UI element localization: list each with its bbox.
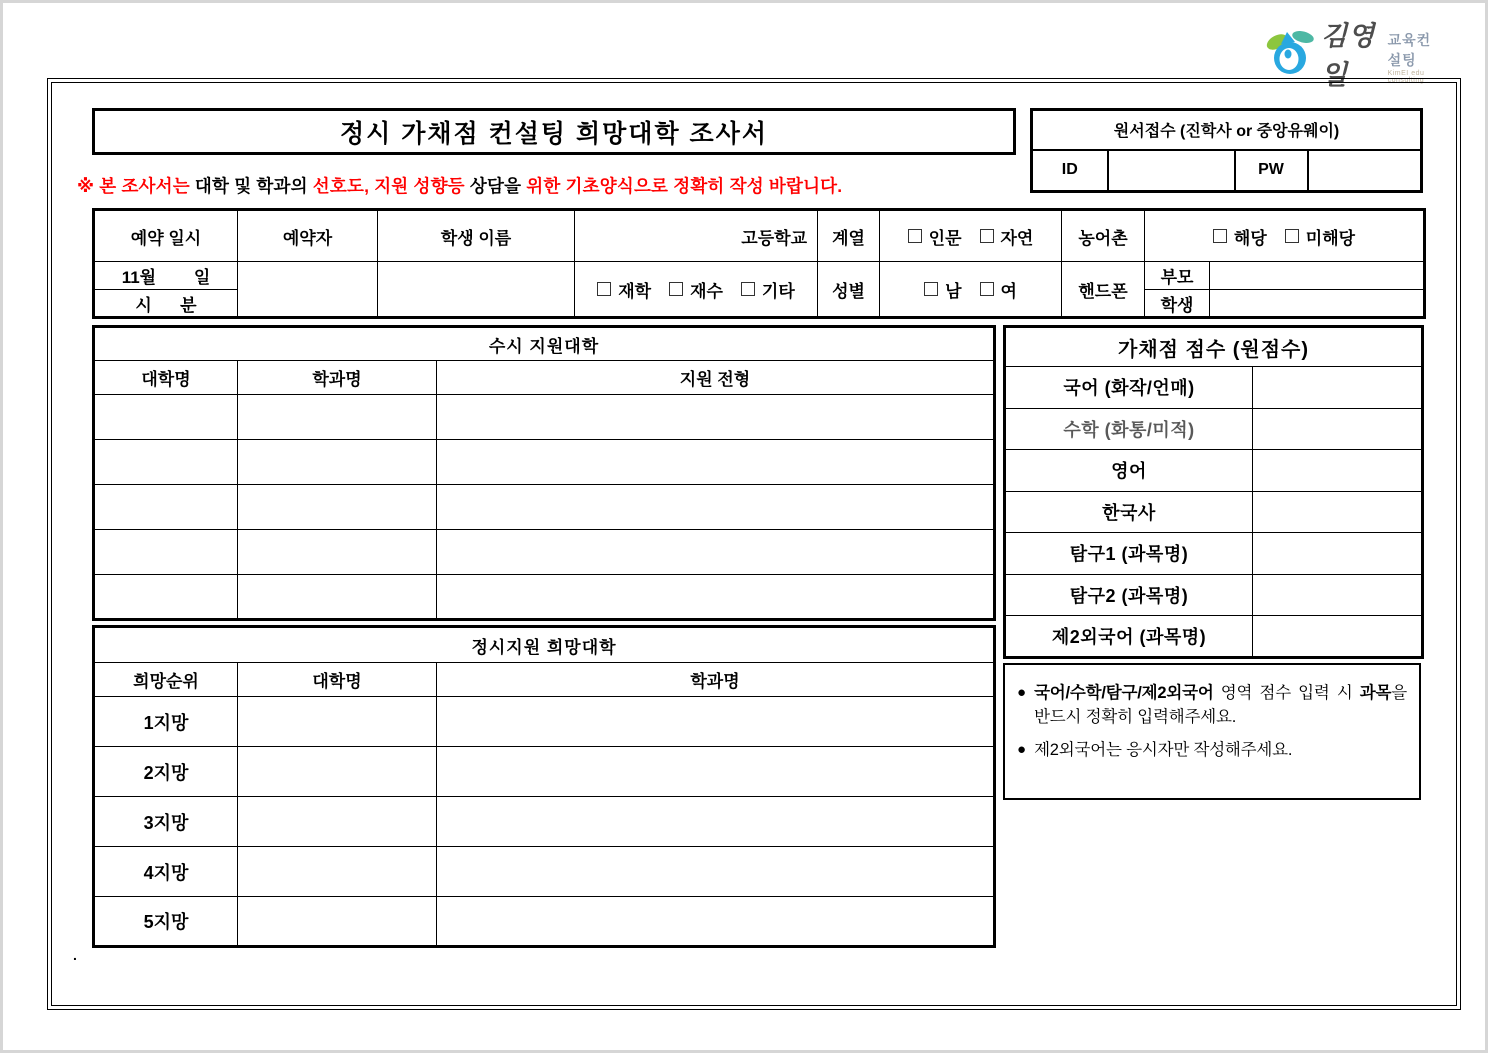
checkbox[interactable] (597, 282, 611, 296)
jeongsi-row (94, 897, 995, 947)
note-2-text: 제2외국어는 응시자만 작성해주세요. (1034, 741, 1293, 759)
score-row (1005, 533, 1423, 575)
susi-row (94, 440, 995, 485)
susi-track-cell[interactable] (437, 440, 995, 485)
application-box-header: 원서접수 (진학사 or 중앙유웨이) (1032, 110, 1422, 150)
gender-options (880, 262, 1062, 318)
pw-field[interactable] (1308, 150, 1422, 192)
rural-label: 농어촌 (1062, 210, 1145, 262)
jeongsi-column-header: 학과명 (437, 663, 995, 697)
jeongsi-table (92, 625, 996, 948)
score-value-cell[interactable] (1253, 533, 1423, 575)
checkbox-label: 여 (1000, 281, 1017, 301)
checkbox-label: 재수 (690, 281, 723, 301)
brand-bird-icon (1265, 28, 1317, 78)
checkbox[interactable] (924, 282, 938, 296)
jeongsi-university-cell[interactable] (238, 697, 437, 747)
checkbox-label: 자연 (1000, 228, 1034, 248)
student-name-field[interactable] (378, 262, 575, 318)
brand-subtext: KimEI edu consulting (1387, 70, 1425, 84)
jeongsi-rank-label: 1지망 (94, 697, 238, 747)
susi-university-cell[interactable] (94, 485, 238, 530)
checkbox-option (1285, 224, 1355, 249)
checkbox-label: 해당 (1233, 228, 1267, 248)
brand-name: 김영일 (1321, 21, 1376, 90)
checkbox-option (1213, 224, 1267, 249)
susi-table-title: 수시 지원대학 (94, 327, 995, 361)
checkbox-option (597, 277, 651, 302)
bullet-icon: ● (1017, 684, 1027, 701)
checkbox-option (908, 224, 962, 249)
susi-row (94, 485, 995, 530)
score-subject-label: 국어 (화작/언매) (1005, 367, 1253, 409)
susi-track-cell[interactable] (437, 530, 995, 575)
checkbox-label: 인문 (928, 228, 962, 248)
susi-row (94, 530, 995, 575)
checkbox[interactable] (1285, 229, 1299, 243)
bullet-icon: ● (1017, 741, 1027, 758)
checkbox-option (669, 277, 723, 302)
id-label: ID (1032, 150, 1108, 192)
pw-label: PW (1235, 150, 1308, 192)
reserve-month-day-field[interactable]: 11월 일 (94, 262, 238, 290)
checkbox[interactable] (669, 282, 683, 296)
gender-label: 성별 (818, 262, 880, 318)
reserver-field[interactable] (238, 262, 378, 318)
track-label: 계열 (818, 210, 880, 262)
phone-student-field[interactable] (1210, 290, 1425, 318)
checkbox-option (980, 224, 1034, 249)
jeongsi-major-cell[interactable] (437, 797, 995, 847)
jeongsi-major-cell[interactable] (437, 847, 995, 897)
note-item-2 (1017, 738, 1407, 762)
jeongsi-rank-label: 4지망 (94, 847, 238, 897)
susi-major-cell[interactable] (238, 395, 437, 440)
score-value-cell[interactable] (1253, 574, 1423, 616)
phone-parent-field[interactable] (1210, 262, 1425, 290)
jeongsi-row (94, 747, 995, 797)
susi-track-cell[interactable] (437, 485, 995, 530)
susi-row (94, 575, 995, 620)
susi-major-cell[interactable] (238, 575, 437, 620)
score-value-cell[interactable] (1253, 491, 1423, 533)
susi-body (94, 395, 995, 620)
checkbox-label: 기타 (761, 281, 795, 301)
notice-black-1: 대학 및 학과의 (189, 176, 313, 196)
page-title: 정시 가채점 컨설팅 희망대학 조사서 (339, 119, 769, 148)
score-value-cell[interactable] (1253, 367, 1423, 409)
student-name-label: 학생 이름 (378, 210, 575, 262)
score-row (1005, 450, 1423, 492)
susi-table (92, 325, 996, 621)
jeongsi-rank-label: 2지망 (94, 747, 238, 797)
jeongsi-table-title: 정시지원 희망대학 (94, 627, 995, 663)
susi-header-row (94, 361, 995, 395)
score-row (1005, 491, 1423, 533)
score-body (1005, 367, 1423, 658)
checkbox[interactable] (1213, 229, 1227, 243)
score-row (1005, 367, 1423, 409)
notice-red-2: 선호도, 지원 성향등 (312, 176, 465, 196)
jeongsi-major-cell[interactable] (437, 747, 995, 797)
susi-major-cell[interactable] (238, 485, 437, 530)
checkbox[interactable] (741, 282, 755, 296)
jeongsi-column-header: 대학명 (238, 663, 437, 697)
phone-label: 핸드폰 (1062, 262, 1145, 318)
score-row (1005, 616, 1423, 658)
highschool-label: 고등학교 (575, 210, 818, 262)
susi-column-header: 지원 전형 (437, 361, 995, 395)
checkbox[interactable] (980, 229, 994, 243)
notice-line (77, 173, 1037, 198)
score-subject-label: 탐구1 (과목명) (1005, 533, 1253, 575)
score-table (1003, 325, 1424, 659)
status-options (575, 262, 818, 318)
susi-university-cell[interactable] (94, 530, 238, 575)
jeongsi-column-header: 희망순위 (94, 663, 238, 697)
jeongsi-row (94, 797, 995, 847)
jeongsi-header-row (94, 663, 995, 697)
jeongsi-university-cell[interactable] (238, 847, 437, 897)
jeongsi-major-cell[interactable] (437, 897, 995, 947)
note-item-1 (1017, 681, 1407, 729)
brand-logo (1265, 21, 1445, 90)
note-1-text: 국어/수학/탐구/제2외국어 영역 점수 입력 시 과목을 반드시 정확히 입력해주세요. (1034, 684, 1407, 726)
application-box (1030, 108, 1420, 193)
notice-red-1: ※ 본 조사서는 (77, 176, 190, 196)
checkbox[interactable] (908, 229, 922, 243)
score-table-title: 가채점 점수 (원점수) (1005, 327, 1423, 367)
susi-university-cell[interactable] (94, 575, 238, 620)
phone-student-label: 학생 (1145, 290, 1210, 318)
score-value-cell[interactable] (1253, 408, 1423, 450)
score-value-cell[interactable] (1253, 450, 1423, 492)
checkbox-label: 재학 (618, 281, 652, 301)
reserve-time-field[interactable]: 시 분 (94, 290, 238, 318)
phone-parent-label: 부모 (1145, 262, 1210, 290)
checkbox-option (980, 277, 1017, 302)
score-subject-label: 한국사 (1005, 491, 1253, 533)
notes-box (1003, 663, 1421, 800)
jeongsi-university-cell[interactable] (238, 797, 437, 847)
checkbox-option (741, 277, 795, 302)
track-options (880, 210, 1062, 262)
susi-row (94, 395, 995, 440)
jeongsi-row (94, 697, 995, 747)
susi-track-cell[interactable] (437, 575, 995, 620)
score-subject-label: 제2외국어 (과목명) (1005, 616, 1253, 658)
score-subject-label: 수학 (화통/미적) (1005, 408, 1253, 450)
jeongsi-university-cell[interactable] (238, 897, 437, 947)
reserver-label: 예약자 (238, 210, 378, 262)
score-subject-label: 탐구2 (과목명) (1005, 574, 1253, 616)
susi-major-cell[interactable] (238, 530, 437, 575)
stray-dot: . (73, 947, 77, 963)
susi-university-cell[interactable] (94, 440, 238, 485)
jeongsi-body (94, 697, 995, 947)
reserve-datetime-label: 예약 일시 (94, 210, 238, 262)
notice-black-2: 상담을 (464, 176, 527, 196)
jeongsi-rank-label: 3지망 (94, 797, 238, 847)
id-field[interactable] (1108, 150, 1235, 192)
checkbox-option (924, 277, 961, 302)
susi-column-header: 학과명 (238, 361, 437, 395)
score-row (1005, 408, 1423, 450)
checkbox-label: 미해당 (1305, 228, 1356, 248)
susi-university-cell[interactable] (94, 395, 238, 440)
susi-track-cell[interactable] (437, 395, 995, 440)
score-subject-label: 영어 (1005, 450, 1253, 492)
jeongsi-rank-label: 5지망 (94, 897, 238, 947)
reservation-info-table (92, 208, 1426, 319)
checkbox[interactable] (980, 282, 994, 296)
susi-major-cell[interactable] (238, 440, 437, 485)
score-value-cell[interactable] (1253, 616, 1423, 658)
jeongsi-row (94, 847, 995, 897)
jeongsi-university-cell[interactable] (238, 747, 437, 797)
score-row (1005, 574, 1423, 616)
rural-options (1145, 210, 1425, 262)
checkbox-label: 남 (945, 281, 962, 301)
jeongsi-major-cell[interactable] (437, 697, 995, 747)
susi-column-header: 대학명 (94, 361, 238, 395)
brand-suffix: 교육컨설팅 (1387, 32, 1432, 68)
notice-red-3: 위한 기초양식으로 정확히 작성 바랍니다. (526, 176, 843, 196)
title-box (92, 108, 1016, 155)
